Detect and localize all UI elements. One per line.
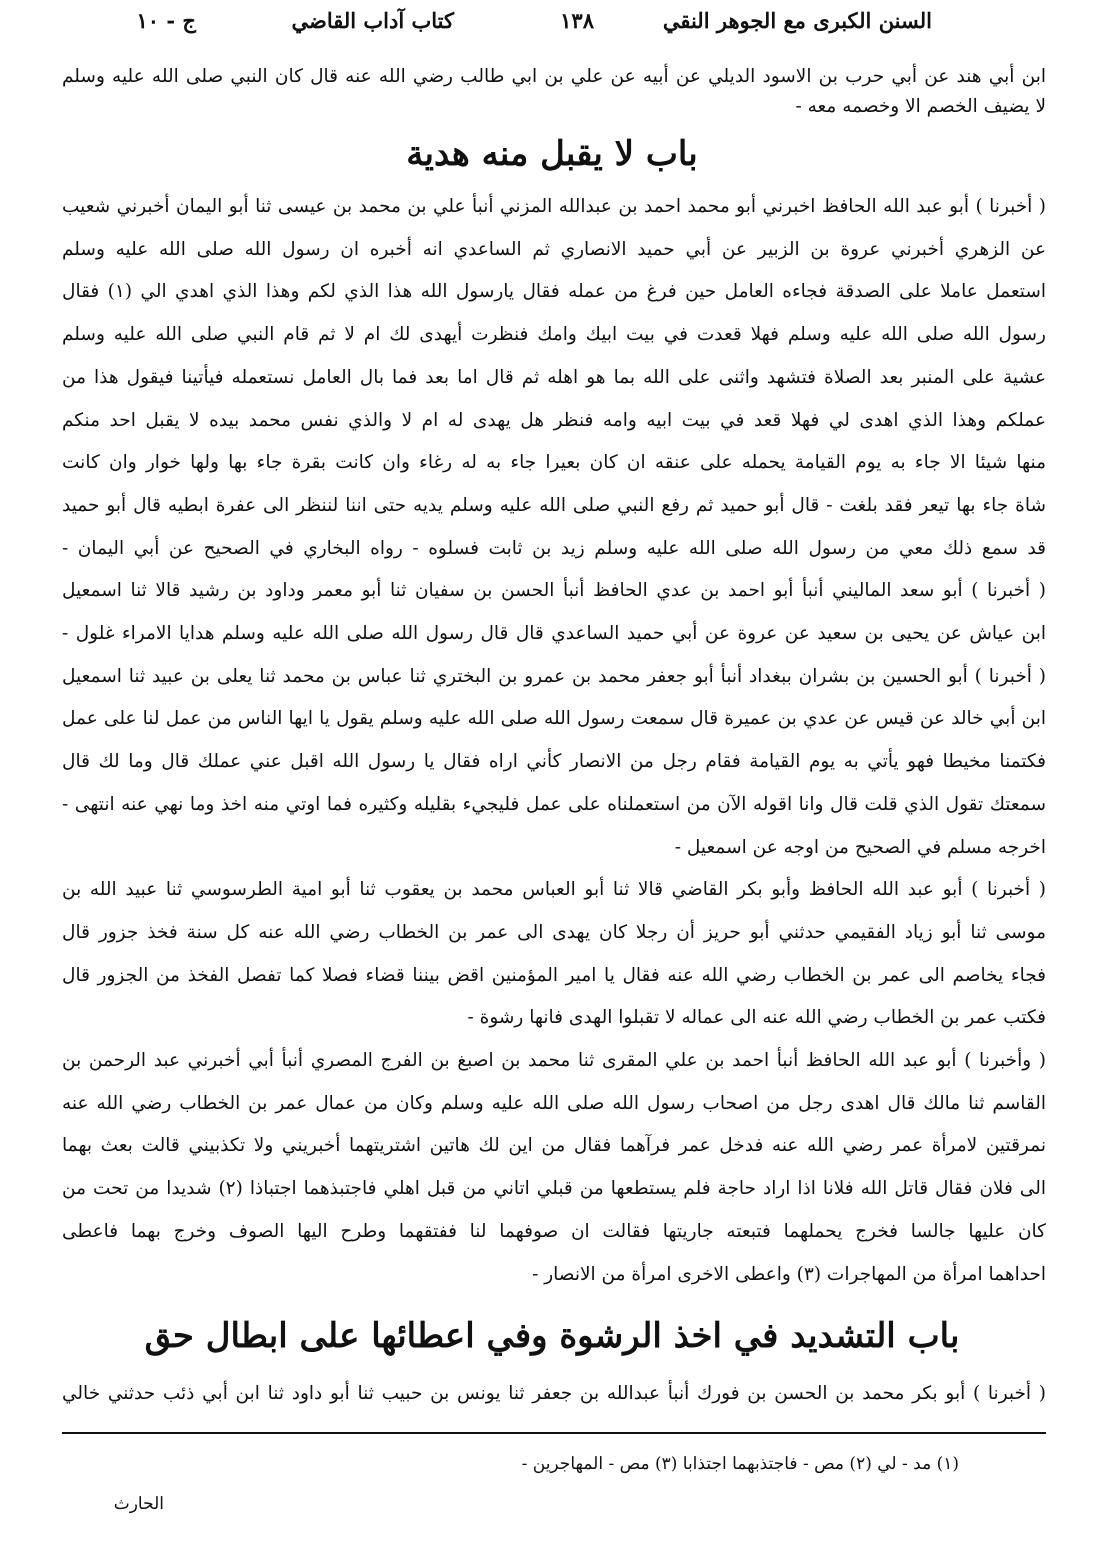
text-line: عن الزهري أخبرني عروة بن الزبير عن أبي حميد الانصاري ثم الساعدي انه أخبره ان رسول الله صلى الله عليه وسلم (62, 238, 1046, 260)
text-line: ابن عياش عن يحيى بن سعيد عن عروة عن أبي حميد الساعدي قال قال رسول الله صلى الله عليه وسلم هدايا الامراء غلول - (62, 623, 1046, 644)
text-line: منها شيئا الا جاء به يوم القيامة يحمله على عنقه ان كان بعيرا جاء به له رغاء وان كانت بقرة جاء بها ولها خوار وان كانت (62, 452, 1046, 474)
text-line: ( أخبرنا ) أبو عبد الله الحافظ اخبرني أبو محمد احمد بن عبدالله المزني أنبأ علي بن محمد بن عيسى ثنا أبو اليمان أخبرني شعيب (62, 196, 1046, 217)
chapter-title: باب التشديد في اخذ الرشوة وفي اعطائها على ابطال حق (144, 1316, 960, 1356)
text-line: فجاء يخاصم الى عمر بن الخطاب رضي الله عنه فقال يا امير المؤمنين اقض بيننا قضاء فصلا كما تفصل الفخذ من الجزور قال (62, 964, 1046, 986)
text-line: موسى ثنا أبو زياد الفقيمي حدثني أبو حريز أن رجلا كان يهدى الى عمر بن الخطاب رضي الله عنه كل سنة فخذ جزور قال (62, 921, 1046, 943)
volume-number: ج - ١٠ (136, 8, 196, 33)
text-line: ( وأخبرنا ) أبو عبد الله الحافظ أنبأ احمد بن علي المقرى ثنا محمد بن اصبغ بن الفرج المصري أنبأ أبي أخبرني عبد الرحمن بن (62, 1050, 1046, 1071)
text-line: عشية على المنبر بعد الصلاة فتشهد واثنى على الله بما هو اهله ثم قال اما بعد فما بال العامل نستعمله فيأتينا فيقول هذا من (62, 366, 1046, 388)
text-line: الى فلان فقال قاتل الله فلانا اذا اراد حاجة فلم يستطعها من قبلي اتاني من قبل اهلي فاجتبذهما اجتباذا (٢) شديدا من تحت من (62, 1178, 1046, 1200)
footnote-divider (62, 1432, 1046, 1434)
text-line: عملكم وهذا الذي اهدى لي فهلا قعد في بيت ابيه وامه فنظر هل يهدى له ام لا والذي نفس محمد بيده لا يقبل احد منكم (62, 409, 1046, 431)
footnote: (١) مد - لي (٢) مص - فاجتذبهما اجتذابا (٣) مص - المهاجرين - (521, 1454, 959, 1474)
text-line: احداهما امرأة من المهاجرات (٣) واعطى الاخرى امرأة من الانصار - (532, 1263, 1046, 1285)
text-line: استعمل عاملا على الصدقة فجاءه العامل حين فرغ من عمله فقال يارسول الله هذا الذي لكم وهذا الذي اهدي الي (١) فقال (62, 281, 1046, 303)
text-line: كان عليها جالسا فخرج يحملهما فتبعته جاريتها فقالت ان صوفهما لنا ففتقهما وطرح اليها الصوف وخرج بهما فاعطى (62, 1220, 1046, 1242)
text-line: شاة جاء بها تيعر فقد بلغت - قال أبو حميد ثم رفع النبي صلى الله عليه وسلم يديه حتى اننا لننظر الى عفرة ابطيه قال أبو حميد (62, 494, 1046, 516)
text-line: ابن أبي خالد عن قيس عن عدي بن عميرة قال سمعت رسول الله صلى الله عليه وسلم يقول يا ايها الناس من عمل لنا على عمل (62, 708, 1046, 730)
catchword: الحارث (113, 1494, 164, 1514)
text-line: فكتب عمر بن الخطاب رضي الله عنه الى عماله لا تقبلوا الهدى فانها رشوة - (467, 1007, 1046, 1029)
text-line: اخرجه مسلم في الصحيح من اوجه عن اسمعيل - (674, 836, 1046, 858)
text-line: ابن أبي هند عن أبي حرب بن الاسود الديلي عن أبيه عن علي بن ابي طالب رضي الله عنه قال كان النبي صلى الله عليه وسلم (62, 66, 1046, 87)
text-line: ( أخبرنا ) أبو بكر محمد بن الحسن بن فورك أنبأ عبدالله بن جعفر ثنا يونس بن حبيب ثنا أبو داود ثنا ابن أبي ذئب حدثني خالي (62, 1383, 1046, 1404)
book-title: السنن الكبرى مع الجوهر النقي (662, 8, 932, 33)
text-line: سمعتك تقول الذي قلت قال وانا اقوله الآن من استعملناه على عمل فليجيء بقليله وكثيره فما اوتي منه اخذ وما نهي عنه انتهى - (62, 793, 1046, 815)
text-line: فكتمنا مخيطا فهو يأتي به يوم القيامة فقام رجل من الانصار كأني اراه فقال يا رسول الله اقبل عني عملك قال وما لك قال (62, 751, 1046, 773)
text-line: القاسم ثنا مالك قال اهدى رجل من اصحاب رسول الله صلى الله عليه وسلم وكان من عمال عمر بن الخطاب رضي الله عنه (62, 1092, 1046, 1114)
text-line: قد سمع ذلك معي من رسول الله صلى الله عليه وسلم زيد بن ثابت فسلوه - رواه البخاري في الصحيح عن أبي اليمان - (62, 537, 1046, 559)
section-title: كتاب آداب القاضي (291, 8, 454, 33)
text-line: رسول الله صلى الله عليه وسلم فهلا قعدت في بيت ابيك وامك فنظرت أيهدى لك ام لا ثم قام النبي صلى الله عليه وسلم (62, 324, 1046, 346)
chapter-title: باب لا يقبل منه هدية (406, 134, 698, 174)
text-line: نمرقتين لامرأة عمر رضي الله عنه فدخل عمر فرآهما فقال من اين لك هاتين اشتريتهما أخبريني ولا تكذبيني قالت بعث بهما (62, 1135, 1046, 1157)
text-line: ( أخبرنا ) أبو سعد الماليني أنبأ أبو احمد بن عدي الحافظ أنبأ الحسن بن سفيان ثنا أبو معمر وداود بن رشيد قالا ثنا اسمعيل (62, 580, 1046, 602)
text-line: ( أخبرنا ) أبو عبد الله الحافظ وأبو بكر القاضي قالا ثنا أبو العباس محمد بن يعقوب ثنا أبو امية الطرسوسي ثنا عبيد الله بن (62, 879, 1046, 901)
page-number: ١٣٨ (560, 8, 594, 33)
text-line: ( أخبرنا ) أبو الحسين بن بشران ببغداد أنبأ أبو جعفر محمد بن عمرو بن البختري ثنا عباس بن محمد ثنا يعلى بن عبيد ثنا اسمعيل (62, 665, 1046, 687)
text-line: لا يضيف الخصم الا وخصمه معه - (795, 96, 1046, 117)
